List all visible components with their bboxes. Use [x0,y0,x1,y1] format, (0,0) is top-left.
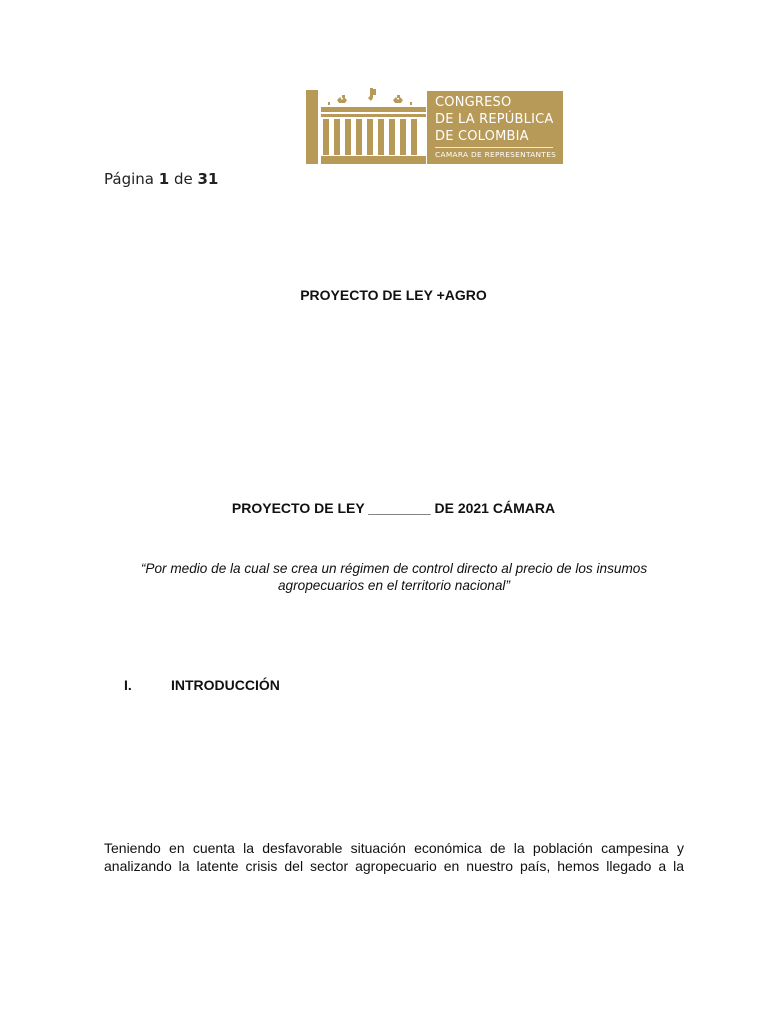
page-counter-separator: de [173,170,193,188]
page-counter-total: 31 [197,170,219,188]
bill-number-line: PROYECTO DE LEY ________ DE 2021 CÁMARA [231,500,556,516]
page-counter-current: 1 [158,170,170,188]
page-counter [104,170,218,188]
document-title: PROYECTO DE LEY +AGRO [300,287,487,303]
logo-text-congreso: CONGRESO [435,95,512,110]
section-number: I. [124,677,132,693]
section-title: INTRODUCCIÓN [171,677,280,693]
logo-text-republica: DE LA REPÚBLICA [435,112,554,127]
body-paragraph [104,840,684,875]
congress-logo-box [427,91,563,164]
capitol-building-icon [306,86,426,164]
body-line: Teniendo en cuenta la desfavorable situación económica de la población campesina y [104,840,684,856]
logo-divider [435,147,553,148]
logo-text-camara: CAMARA DE REPRESENTANTES [435,150,557,159]
page-counter-prefix: Página [104,170,154,188]
congress-logo [306,86,563,164]
logo-text-colombia: DE COLOMBIA [435,129,529,144]
body-line: analizando la latente crisis del sector agropecuario en nuestro país, hemos llegado a la [104,857,684,874]
bill-subtitle: “Por medio de la cual se crea un régimen de control directo al precio de los insumos agropecuarios en el territorio nacional” [140,561,648,593]
